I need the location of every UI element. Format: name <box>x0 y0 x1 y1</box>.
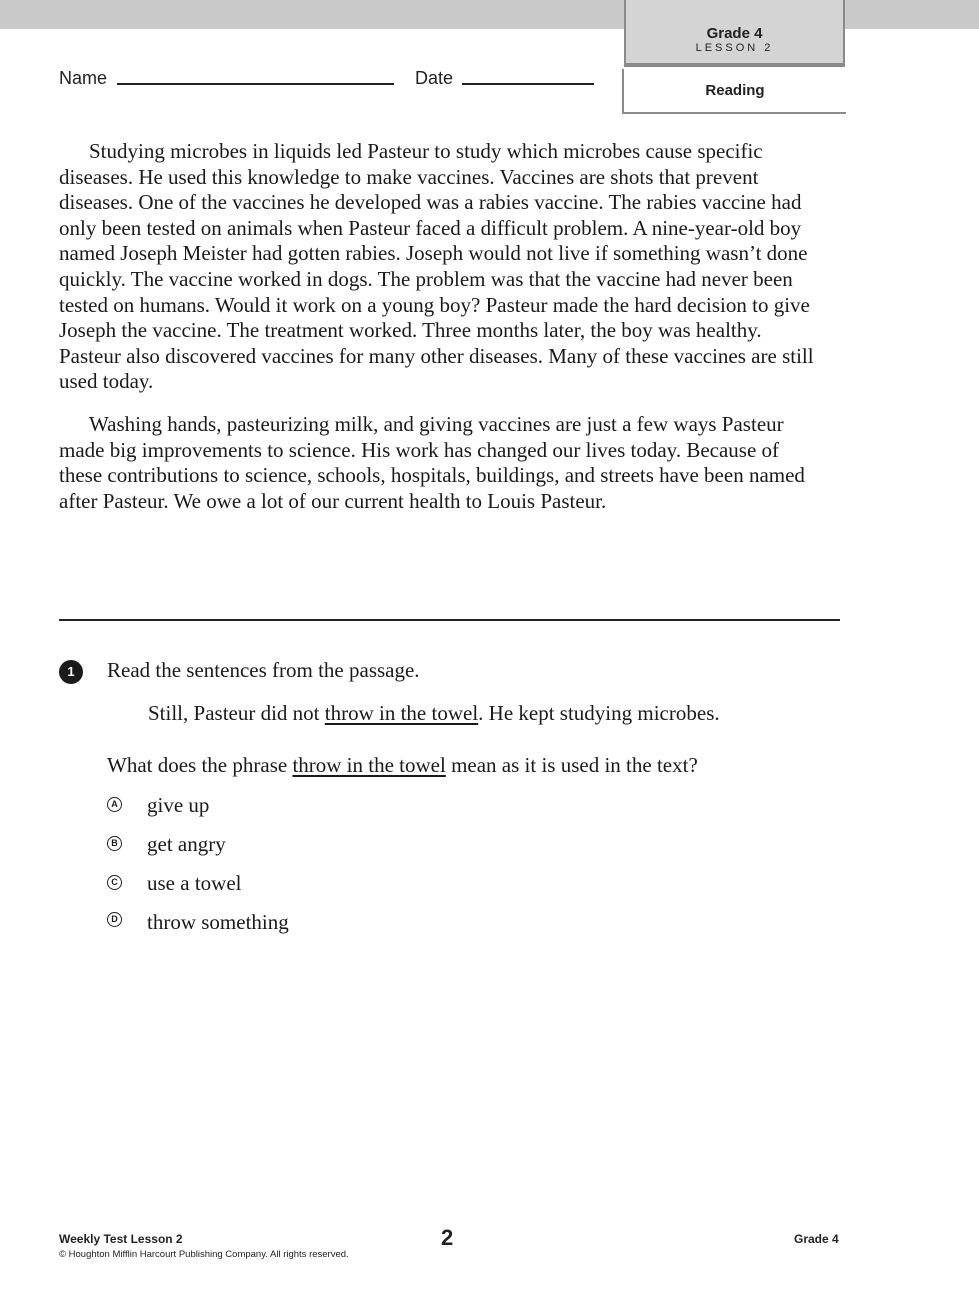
option-c-text: use a towel <box>147 871 242 895</box>
grade-label: Grade 4 <box>706 25 763 42</box>
date-label: Date <box>415 68 454 88</box>
grade-lesson-tab <box>624 0 845 67</box>
section-divider <box>59 619 840 621</box>
question-prompt: Read the sentences from the passage. <box>107 658 420 682</box>
test-name: Weekly Test Lesson 2 <box>59 1232 183 1246</box>
option-b-text: get angry <box>147 832 226 856</box>
name-label: Name <box>59 68 108 88</box>
stem-text: mean as it is used in the text? <box>445 753 698 777</box>
footer-grade: Grade 4 <box>794 1232 839 1246</box>
lesson-label: LESSON 2 <box>695 42 774 54</box>
passage-paragraph: Studying microbes in liquids led Pasteur to study which microbes cause specific diseases. He used this knowledge to make vaccines. Vaccines are shots that prevent diseases. One of the vaccines he developed was a rabies vaccine. The rabies vaccine had only been tested on animals when Pasteur faced a difficult problem. A nine-year-old boy named Joseph Meister had gotten rabies. Joseph would not live if something wasn’t done quickly. The vaccine worked in dogs. The problem was that the vaccine had never been tested on humans. Would it work on a young boy? Pasteur made the hard decision to give Joseph the vaccine. The treatment worked. Three months later, the boy was healthy. Pasteur also discovered vaccines for many other diseases. Many of these vaccines are still used today. <box>59 139 814 394</box>
option-b-bubble[interactable]: B <box>107 836 122 851</box>
question-stem <box>107 752 698 778</box>
option-d-text: throw something <box>147 910 289 934</box>
stem-underlined-phrase: throw in the towel <box>292 753 446 777</box>
name-field-line[interactable] <box>117 83 394 85</box>
option-a-text: give up <box>147 793 210 817</box>
stem-text: What does the phrase <box>107 753 293 777</box>
option-d-bubble[interactable]: D <box>107 912 122 927</box>
passage-quote <box>148 700 720 726</box>
option-a-bubble[interactable]: A <box>107 797 122 812</box>
quote-text: . He kept studying microbes. <box>478 701 720 725</box>
question-number-badge: 1 <box>59 660 83 684</box>
reading-passage <box>59 139 819 531</box>
quote-underlined-phrase: throw in the towel <box>324 701 479 725</box>
date-field-line[interactable] <box>462 83 594 85</box>
page-number: 2 <box>441 1225 454 1250</box>
copyright-notice: © Houghton Mifflin Harcourt Publishing Company. All rights reserved. <box>59 1249 349 1260</box>
passage-paragraph: Washing hands, pasteurizing milk, and giving vaccines are just a few ways Pasteur made big improvements to science. His work has changed our lives today. Because of these contributions to science, schools, hospitals, buildings, and streets have been named after Pasteur. We owe a lot of our current health to Louis Pasteur. <box>59 411 805 513</box>
subject-label: Reading <box>622 69 846 114</box>
quote-text: Still, Pasteur did not <box>148 701 325 725</box>
option-c-bubble[interactable]: C <box>107 875 122 890</box>
